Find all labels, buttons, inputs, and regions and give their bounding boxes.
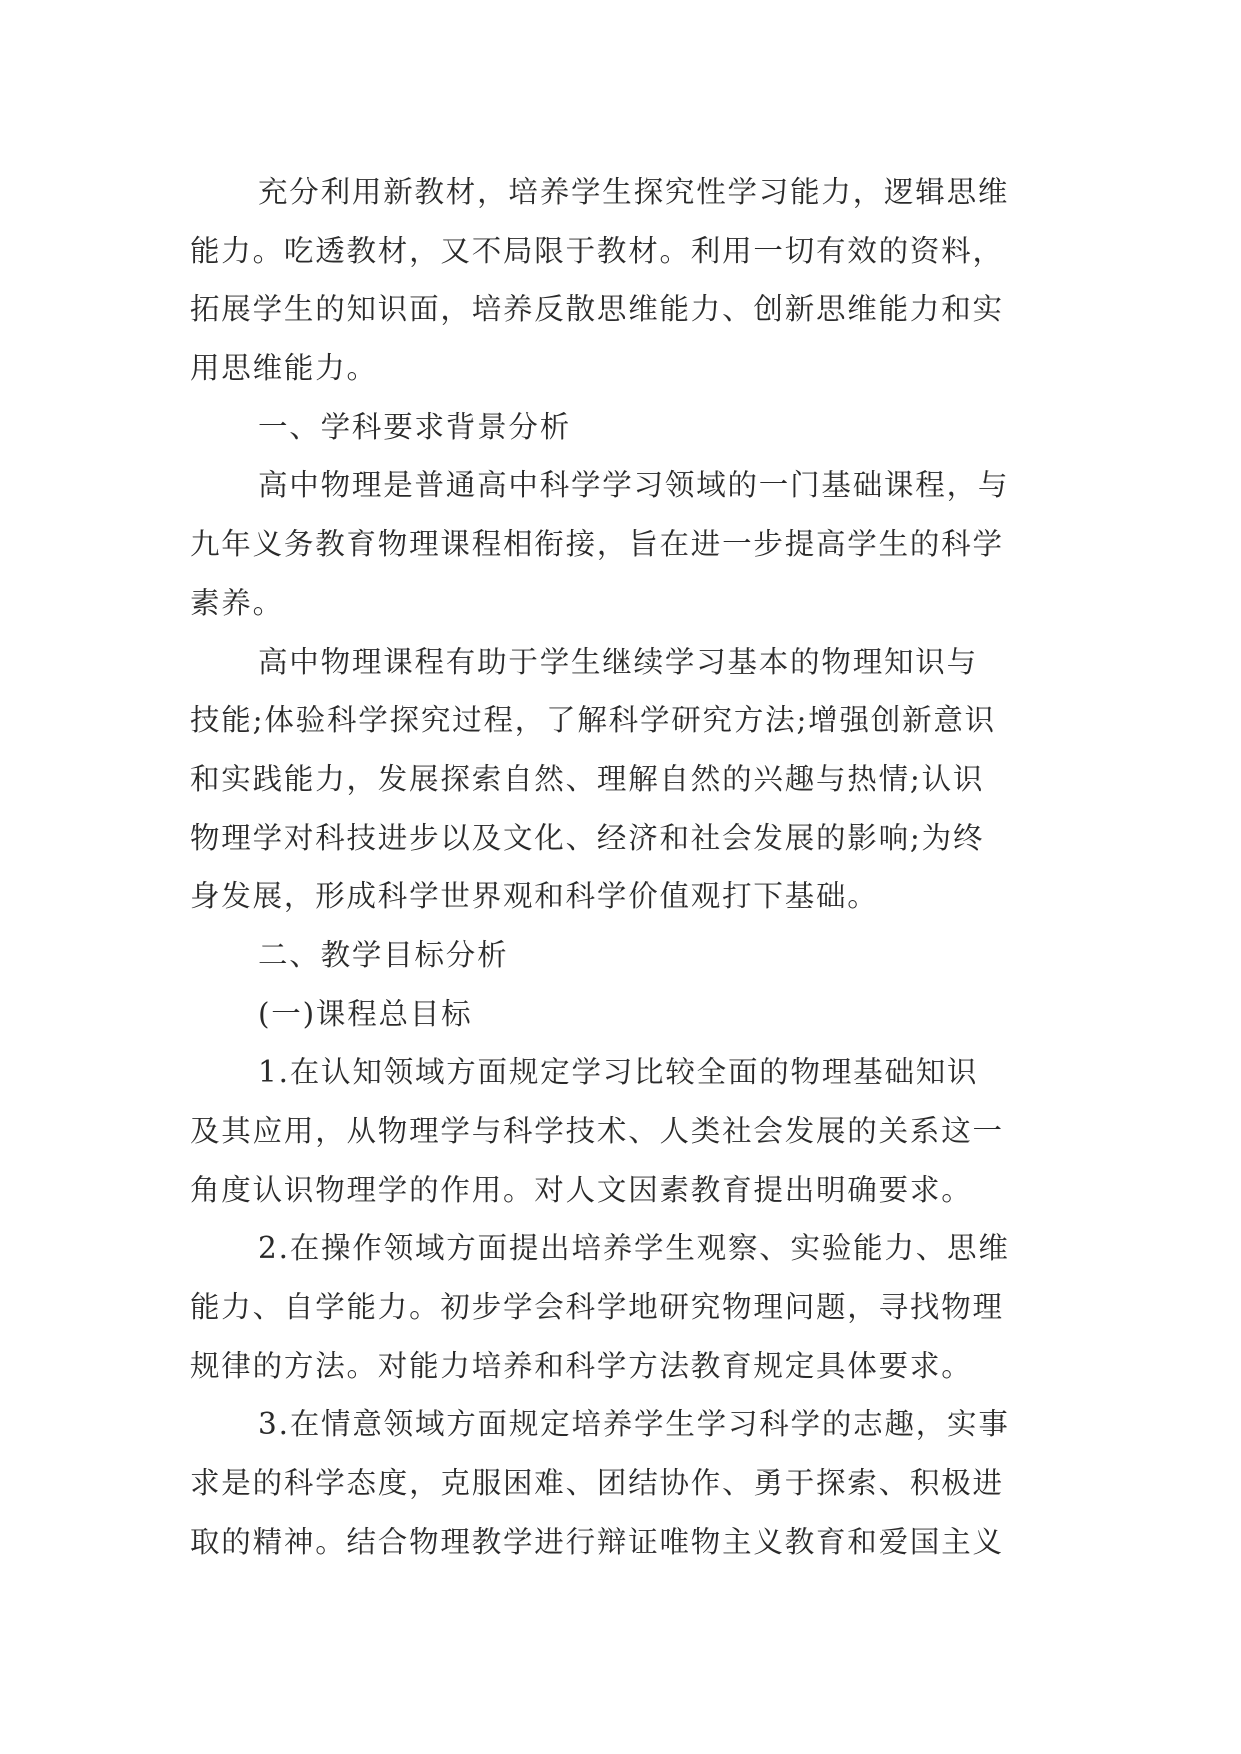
- list-item-line: 求是的科学态度，克服困难、团结协作、勇于探索、积极进: [190, 1466, 1004, 1501]
- paragraph-line: 物理学对科技进步以及文化、经济和社会发展的影响;为终: [190, 820, 985, 855]
- list-item-line: 3.在情意领域方面规定培养学生学习科学的志趣，实事: [258, 1407, 1010, 1442]
- paragraph-line: 拓展学生的知识面，培养反散思维能力、创新思维能力和实: [190, 292, 1004, 327]
- list-item-line: 及其应用，从物理学与科学技术、人类社会发展的关系这一: [190, 1114, 1004, 1148]
- paragraph-line: 九年义务教育物理课程相衔接，旨在进一步提高学生的科学: [190, 527, 1004, 562]
- paragraph-line: 能力。吃透教材，又不局限于教材。利用一切有效的资料，: [190, 233, 1004, 268]
- list-item-line: 取的精神。结合物理教学进行辩证唯物主义教育和爱国主义: [190, 1524, 1004, 1559]
- list-item-line: 规律的方法。对能力培养和科学方法教育规定具体要求。: [190, 1348, 973, 1383]
- list-item-line: 2.在操作领域方面提出培养学生观察、实验能力、思维: [258, 1231, 1010, 1266]
- section-heading: 一、学科要求背景分析: [258, 409, 572, 444]
- section-heading: 二、教学目标分析: [258, 937, 509, 972]
- paragraph-line: 身发展，形成科学世界观和科学价值观打下基础。: [190, 879, 879, 914]
- document-body: [190, 163, 1070, 1572]
- list-item-line: 角度认识物理学的作用。对人文因素教育提出明确要求。: [190, 1172, 973, 1207]
- paragraph-line: 技能;体验科学探究过程，了解科学研究方法;增强创新意识: [190, 703, 996, 738]
- subsection-heading: (一)课程总目标: [258, 996, 473, 1031]
- paragraph-line: 充分利用新教材，培养学生探究性学习能力，逻辑思维: [258, 175, 1010, 209]
- paragraph-line: 高中物理是普通高中科学学习领域的一门基础课程，与: [258, 468, 1010, 503]
- paragraph-line: 和实践能力，发展探索自然、理解自然的兴趣与热情;认识: [190, 761, 985, 796]
- paragraph-line: 高中物理课程有助于学生继续学习基本的物理知识与: [258, 644, 978, 679]
- list-item-line: 能力、自学能力。初步学会科学地研究物理问题，寻找物理: [190, 1290, 1004, 1325]
- list-item-line: 1.在认知领域方面规定学习比较全面的物理基础知识: [258, 1055, 979, 1090]
- paragraph-line: 用思维能力。: [190, 351, 378, 386]
- paragraph-line: 素养。: [190, 585, 284, 620]
